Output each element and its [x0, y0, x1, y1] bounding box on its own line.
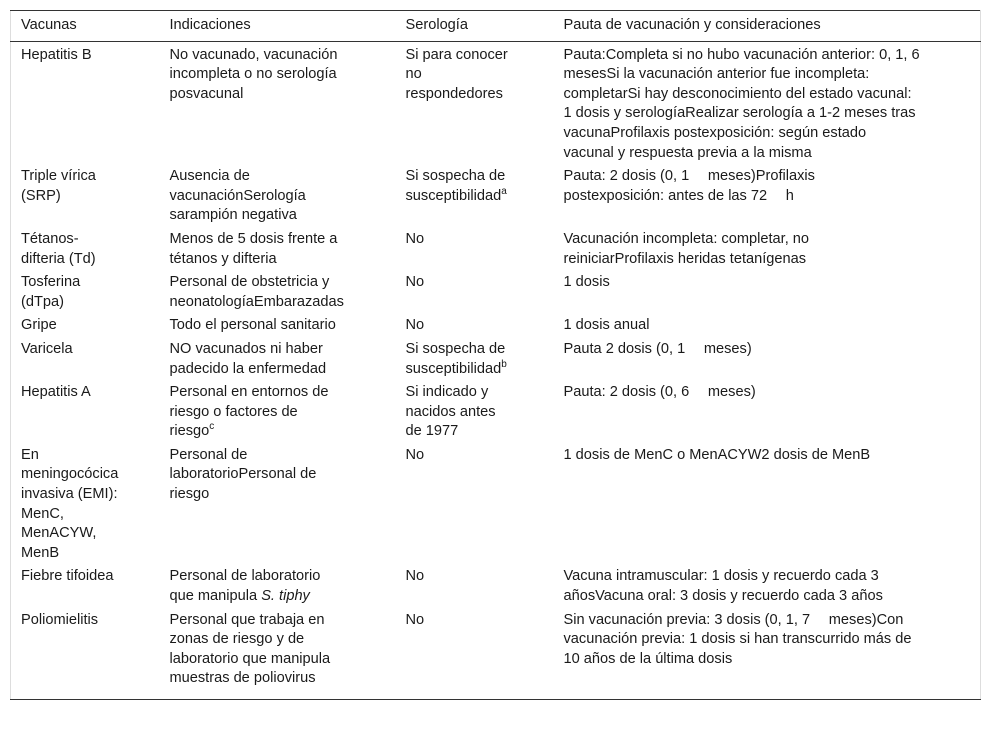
- cell-serologia-text: Si indicado y nacidos antes de 1977: [405, 384, 496, 440]
- cell-serologia-text: No: [405, 611, 425, 628]
- cell-vacuna-text: Hepatitis A: [21, 384, 91, 401]
- cell-serologia: [396, 314, 554, 338]
- cell-pauta-text: Vacuna intramuscular: 1 dosis y recuerdo cada 3 añosVacuna oral: 3 dosis y recuerdo cada 3 años: [563, 568, 883, 605]
- cell-serologia: [396, 609, 554, 700]
- cell-pauta-text: Vacunación incompleta: completar, no reiniciarProfilaxis heridas tetanígenas: [563, 230, 810, 267]
- footnote-marker: a: [501, 185, 507, 197]
- cell-indicaciones: [160, 41, 396, 165]
- cell-pauta: [554, 609, 981, 700]
- cell-pauta: [554, 165, 981, 228]
- header-serologia: Serología: [396, 11, 554, 42]
- footnote-marker: b: [501, 358, 507, 370]
- cell-pauta-text: 1 dosis anual: [563, 317, 650, 334]
- cell-vacuna-text: Hepatitis B: [21, 46, 92, 63]
- cell-indicaciones: [160, 165, 396, 228]
- cell-vacuna: [11, 444, 160, 566]
- cell-serologia-text: No: [405, 317, 425, 334]
- cell-pauta: [554, 381, 981, 444]
- cell-indicaciones: [160, 565, 396, 608]
- vaccination-table: [10, 10, 981, 700]
- cell-serologia-text: No: [405, 446, 425, 463]
- table-row: [11, 338, 981, 381]
- cell-pauta-text: 1 dosis: [563, 274, 610, 291]
- cell-indicaciones: [160, 228, 396, 271]
- cell-vacuna-text: Gripe: [21, 317, 57, 334]
- cell-vacuna: [11, 41, 160, 165]
- cell-indicaciones-text: Personal de laboratorio que manipula: [169, 568, 321, 605]
- cell-pauta: [554, 41, 981, 165]
- header-pauta: Pauta de vacunación y consideraciones: [554, 11, 981, 42]
- table-row: [11, 271, 981, 314]
- cell-serologia-text: No: [405, 230, 425, 247]
- cell-vacuna: [11, 338, 160, 381]
- cell-vacuna: [11, 271, 160, 314]
- cell-serologia-text: Si sospecha de susceptibilidad: [405, 340, 506, 377]
- cell-indicaciones-text: Todo el personal sanitario: [169, 317, 336, 334]
- header-row: [11, 11, 981, 42]
- cell-vacuna: [11, 565, 160, 608]
- cell-pauta-text: Sin vacunación previa: 3 dosis (0, 1, 7 meses)Con vacunación previa: 1 dosis si han transcurrido más de 10 años de la última dosis: [563, 611, 912, 667]
- cell-serologia-text: Si para conocer no respondedores: [405, 46, 508, 102]
- cell-indicaciones-text: Personal en entornos de riesgo o factores de riesgo: [169, 384, 329, 440]
- cell-serologia: [396, 338, 554, 381]
- cell-indicaciones-text: Personal que trabaja en zonas de riesgo y de laboratorio que manipula muestras de poliovirus: [169, 611, 331, 687]
- cell-indicaciones: [160, 338, 396, 381]
- cell-vacuna-text: Poliomielitis: [21, 611, 99, 628]
- footnote-marker: c: [209, 421, 215, 433]
- cell-indicaciones: [160, 271, 396, 314]
- table-row: [11, 314, 981, 338]
- table-row: [11, 565, 981, 608]
- table-row: [11, 41, 981, 165]
- cell-vacuna: [11, 165, 160, 228]
- cell-vacuna-text: Tosferina (dTpa): [21, 274, 81, 310]
- cell-pauta: [554, 444, 981, 566]
- cell-pauta: [554, 271, 981, 314]
- cell-vacuna-text: Fiebre tifoidea: [21, 568, 114, 585]
- header-indicaciones: Indicaciones: [160, 11, 396, 42]
- table-row: [11, 444, 981, 566]
- cell-pauta: [554, 338, 981, 381]
- cell-pauta-text: Pauta:Completa si no hubo vacunación anterior: 0, 1, 6 mesesSi la vacunación anterior fue incompleta: completarSi hay desconocimiento del estado vacunal: 1 dosis y serologíaRealizar serología a 1-2 meses tras vacunaProfilaxis postexposición: según estado vacunal y respuesta previa a la misma: [563, 46, 920, 161]
- table-row: [11, 228, 981, 271]
- cell-pauta-text: Pauta: 2 dosis (0, 6 meses): [563, 384, 756, 401]
- cell-pauta-text: Pauta: 2 dosis (0, 1 meses)Profilaxis postexposición: antes de las 72 h: [563, 168, 815, 204]
- cell-vacuna-text: Tétanos- difteria (Td): [21, 230, 96, 267]
- cell-vacuna-text: En meningocócica invasiva (EMI): MenC, MenACYW, MenB: [21, 446, 119, 561]
- cell-pauta-text: 1 dosis de MenC o MenACYW2 dosis de MenB: [563, 446, 871, 463]
- cell-pauta: [554, 314, 981, 338]
- cell-vacuna-text: Varicela: [21, 340, 73, 357]
- cell-indicaciones-text: No vacunado, vacunación incompleta o no serología posvacunal: [169, 46, 338, 102]
- cell-serologia: [396, 381, 554, 444]
- cell-indicaciones-text: Menos de 5 dosis frente a tétanos y difteria: [169, 230, 338, 267]
- cell-serologia-text: No: [405, 274, 425, 291]
- header-vacunas: Vacunas: [11, 11, 160, 42]
- cell-serologia: [396, 165, 554, 228]
- cell-vacuna: [11, 609, 160, 700]
- species-name: S. tiphy: [261, 588, 310, 605]
- table-row: [11, 165, 981, 228]
- cell-serologia: [396, 444, 554, 566]
- cell-serologia: [396, 565, 554, 608]
- cell-vacuna: [11, 228, 160, 271]
- cell-pauta: [554, 228, 981, 271]
- cell-indicaciones-text: NO vacunados ni haber padecido la enfermedad: [169, 340, 327, 377]
- cell-vacuna: [11, 381, 160, 444]
- cell-indicaciones: [160, 444, 396, 566]
- cell-vacuna: [11, 314, 160, 338]
- cell-indicaciones: [160, 609, 396, 700]
- cell-serologia-text: No: [405, 568, 425, 585]
- table-row: [11, 609, 981, 700]
- cell-serologia: [396, 271, 554, 314]
- cell-serologia: [396, 41, 554, 165]
- cell-pauta: [554, 565, 981, 608]
- cell-indicaciones: [160, 314, 396, 338]
- cell-indicaciones-text: Ausencia de vacunaciónSerología sarampión negativa: [169, 168, 306, 224]
- cell-serologia: [396, 228, 554, 271]
- table-row: [11, 381, 981, 444]
- cell-pauta-text: Pauta 2 dosis (0, 1 meses): [563, 340, 752, 357]
- cell-vacuna-text: Triple vírica (SRP): [21, 168, 96, 204]
- cell-indicaciones: [160, 381, 396, 444]
- cell-indicaciones-text: Personal de laboratorioPersonal de riesgo: [169, 446, 317, 503]
- cell-serologia-text: Si sospecha de susceptibilidad: [405, 168, 506, 204]
- cell-indicaciones-text: Personal de obstetricia y neonatologíaEmbarazadas: [169, 274, 344, 310]
